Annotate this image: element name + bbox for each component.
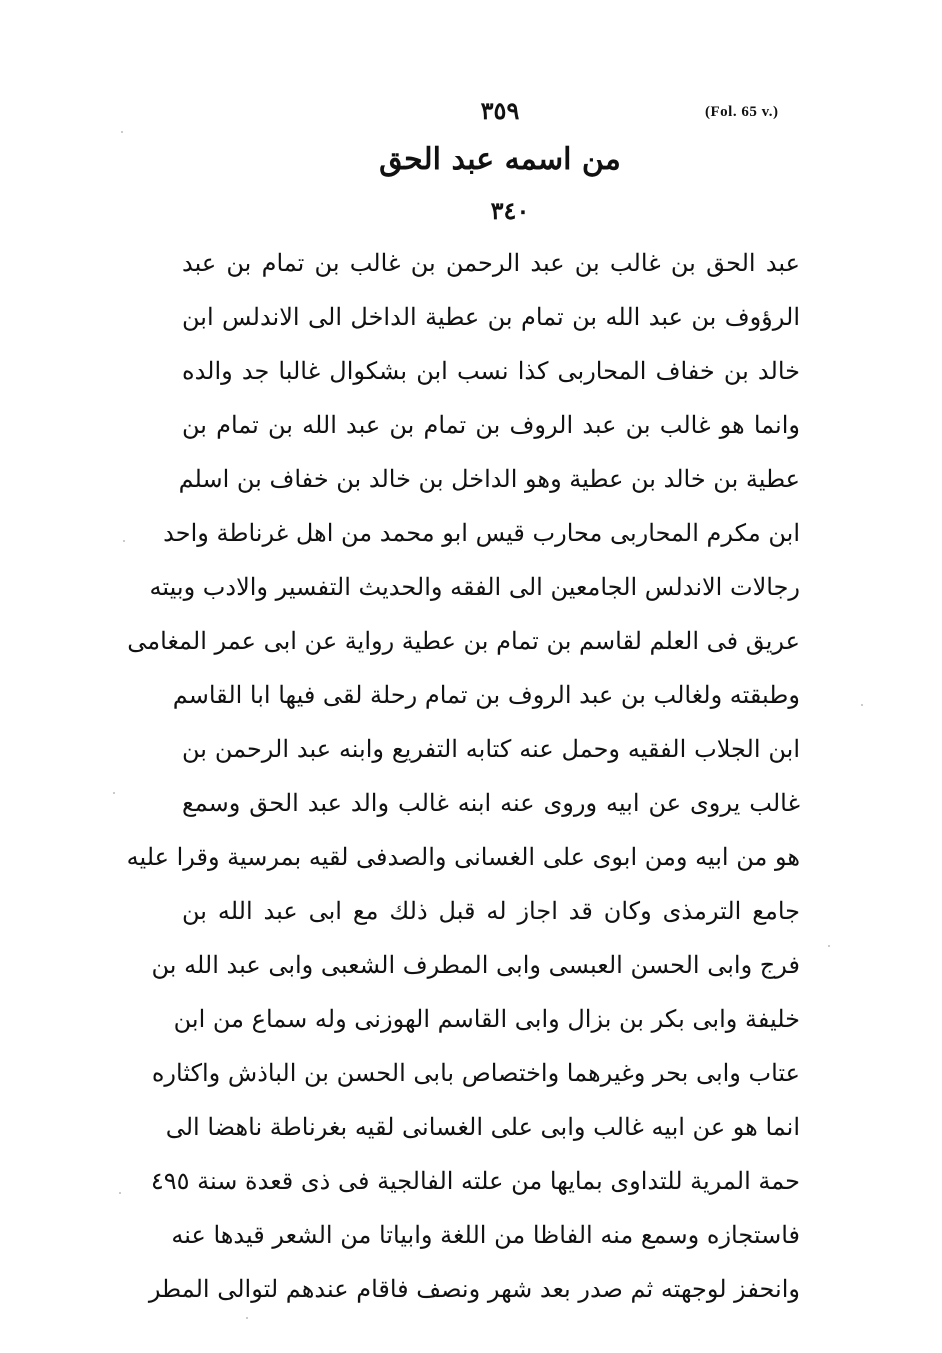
text-line: وانما هو غالب بن عبد الروف بن تمام بن عبد الله بن تمام بن (182, 411, 800, 439)
text-line: انما هو عن ابيه غالب وابى على الغسانى لقيه بغرناطة ناهضا الى (165, 1113, 800, 1141)
section-heading: من اسمه عبد الحق (379, 142, 621, 177)
text-line: عبد الحق بن غالب بن عبد الرحمن بن غالب بن تمام بن عبد (182, 249, 800, 277)
text-line: وانحفز لوجهته ثم صدر بعد شهر ونصف فاقام عندهم لتوالى المطر (148, 1275, 800, 1303)
text-line: ابن الجلاب الفقيه وحمل عنه كتابه التفريع وابنه عبد الرحمن بن (182, 735, 800, 763)
text-line: خالد بن خفاف المحاربى كذا نسب ابن بشكوال غالبا جد والده (182, 357, 800, 385)
paper-speck (119, 1192, 121, 1194)
paper-speck (246, 1317, 248, 1319)
text-line: حمة المرية للتداوى بمايها من علته الفالجية فى ذى قعدة سنة ٤٩٥ (150, 1167, 800, 1195)
text-line: جامع الترمذى وكان قد اجاز له قبل ذلك مع ابى عبد الله بن (182, 897, 800, 925)
text-line: وطبقته ولغالب بن عبد الروف بن تمام رحلة لقى فيها ابا القاسم (172, 681, 800, 709)
text-line: فرج وابى الحسن العبسى وابى المطرف الشعبى وابى عبد الله بن (151, 951, 800, 979)
paper-speck (113, 792, 115, 794)
body-text (126, 236, 800, 1316)
paper-speck (828, 945, 830, 947)
text-line: رجالات الاندلس الجامعين الى الفقه والحديث التفسير والادب وبيته (149, 573, 800, 601)
text-line: عتاب وابى بحر وغيرهما واختصاص بابى الحسن بن الباذش واكثاره (151, 1059, 800, 1087)
paper-speck (861, 704, 863, 706)
text-line: غالب يروى عن ابيه وروى عنه ابنه غالب والد عبد الحق وسمع (182, 789, 800, 817)
text-line: هو من ابيه ومن ابوى على الغسانى والصدفى لقيه بمرسية وقرا عليه (126, 843, 800, 871)
paper-speck (121, 131, 123, 133)
paper-speck (123, 540, 125, 542)
folio-reference: (Fol. 65 v.) (705, 104, 779, 120)
text-line: ابن مكرم المحاربى محارب قيس ابو محمد من اهل غرناطة واحد (163, 519, 800, 547)
text-line: عطية بن خالد بن عطية وهو الداخل بن خالد بن خفاف بن اسلم (178, 465, 800, 493)
text-line: الرؤوف بن عبد الله بن تمام بن عطية الداخل الى الاندلس ابن (182, 303, 800, 331)
text-line: خليفة وابى بكر بن بزال وابى القاسم الهوزنى وله سماع من ابن (173, 1005, 800, 1033)
entry-number: ٣٤٠ (490, 196, 530, 225)
page-number: ٣٥٩ (480, 96, 520, 125)
text-line: عريق فى العلم لقاسم بن تمام بن عطية رواية عن ابى عمر المغامى (127, 627, 800, 655)
text-line: فاستجازه وسمع منه الفاظا من اللغة وابياتا من الشعر قيدها عنه (171, 1221, 800, 1249)
